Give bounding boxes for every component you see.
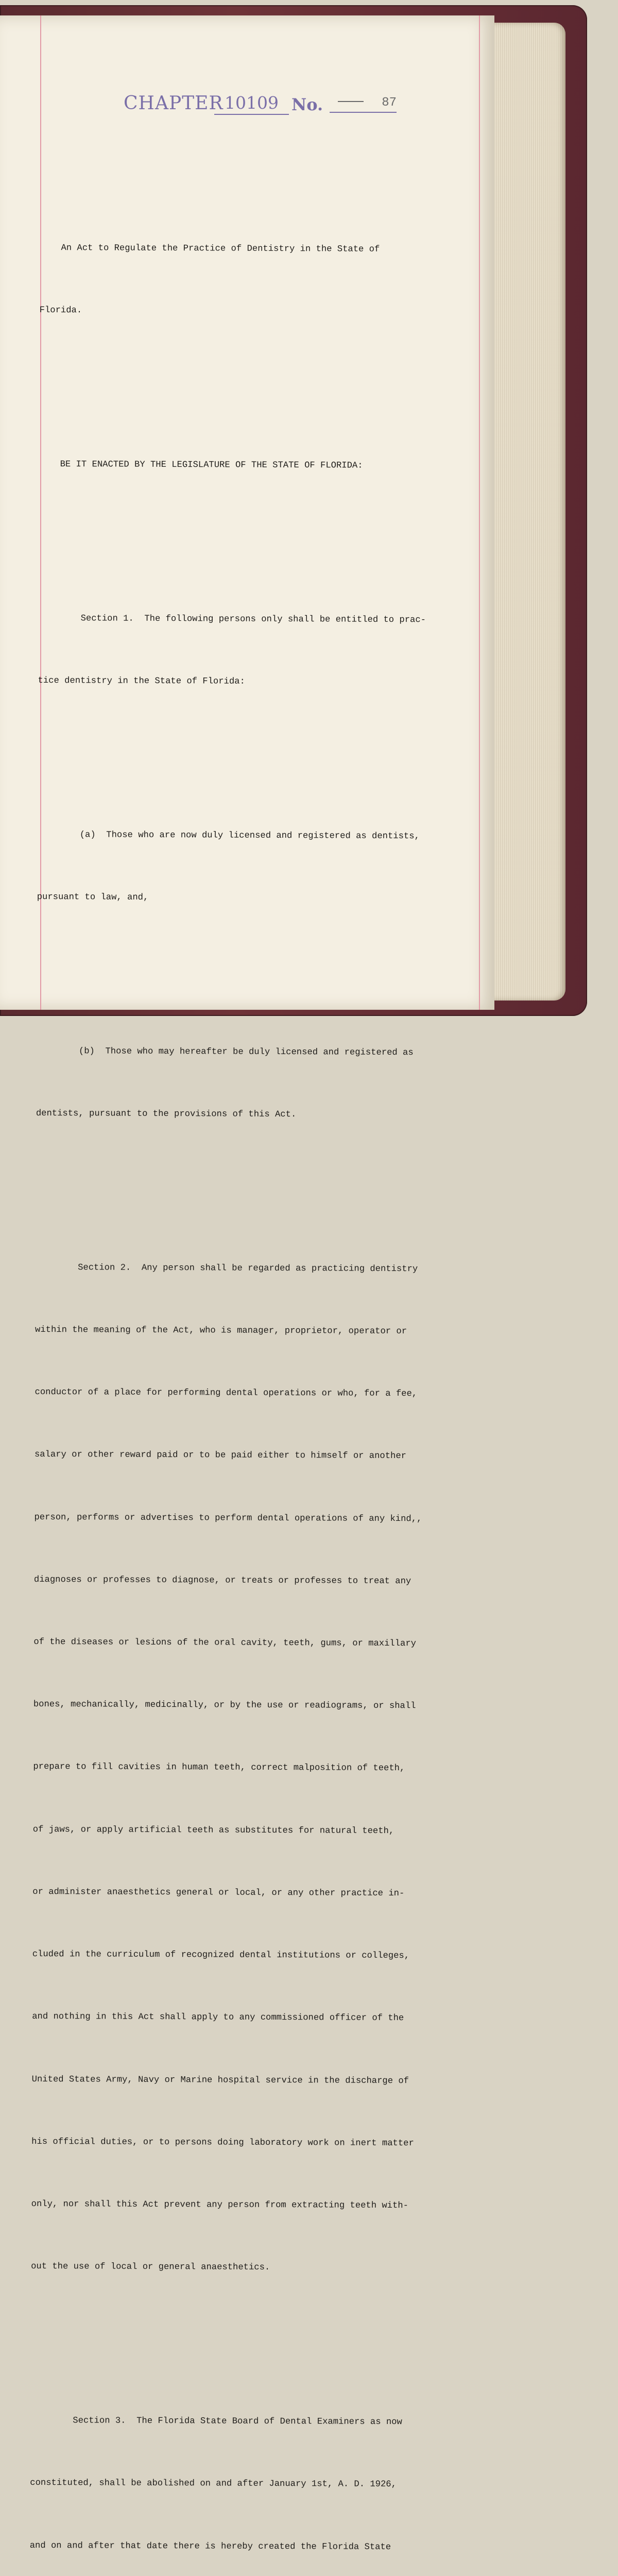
document-page [0,15,494,2552]
text-line: BE IT ENACTED BY THE LEGISLATURE OF THE STATE OF FLORIDA: [39,459,363,471]
text-line: and nothing in this Act shall apply to any commissioned officer of the [32,2012,404,2024]
text-line: (a) Those who are now duly licensed and registered as dentists, [37,829,420,841]
text-line: prepare to fill cavities in human teeth, correct malposition of teeth, [33,1762,405,1774]
chapter-stamp [124,77,397,124]
text-line: dentists, pursuant to the provisions of this Act. [36,1108,297,1120]
text-line: out the use of local or general anaesthetics. [31,2262,270,2273]
section-2 [31,1216,473,2321]
text-line: person, performs or advertises to perform dental operations of any kind,, [34,1512,422,1524]
text-line: pursuant to law, and, [37,892,149,903]
act-title-paragraph [39,196,477,365]
text-line: his official duties, or to persons doing laboratory work on inert matter [31,2137,414,2148]
text-line: Section 2. Any person shall be regarded as practicing dentistry [35,1262,418,1274]
text-line: Section 3. The Florida State Board of Dental Examiners as now [30,2416,402,2428]
section-3 [28,2369,469,2576]
section-1-a [37,783,475,952]
text-line: and on and after that date there is hereby created the Florida State [29,2540,391,2552]
text-line: or administer anaesthetics general or local, or any other practice in- [32,1887,405,1899]
section-1-b [36,999,474,1168]
act-text [28,155,478,2576]
text-line: within the meaning of the Act, who is manager, proprietor, operator or [35,1325,407,1337]
text-line: An Act to Regulate the Practice of Dentistry in the State of [40,243,380,255]
enacting-clause [39,413,477,519]
text-line: diagnoses or professes to diagnose, or treats or professes to treat any [33,1574,411,1586]
section-1 [38,567,476,735]
text-line: of jaws, or apply artificial teeth as substitutes for natural teeth, [32,1824,394,1836]
chapter-label: CHAPTER [124,93,224,114]
text-line: tice dentistry in the State of Florida: [38,675,245,687]
text-line: salary or other reward paid or to be paid either to himself or another [34,1450,407,1462]
chapter-number: 10109 [214,93,289,115]
text-line: (b) Those who may hereafter be duly licensed and registered as [36,1046,414,1058]
number-label: No. [291,95,323,114]
right-margin-rule [479,15,480,1010]
text-line: of the diseases or lesions of the oral cavity, teeth, gums, or maxillary [33,1637,417,1649]
text-line: only, nor shall this Act prevent any person from extracting teeth with- [31,2199,408,2211]
text-line: bones, mechanically, medicinally, or by the use or readiograms, or shall [33,1700,416,1711]
page-number: 87 [330,96,397,113]
text-line: Florida. [39,305,82,316]
text-line: Section 1. The following persons only shall be entitled to prac- [38,613,426,625]
text-line: cluded in the curriculum of recognized dental institutions or colleges, [32,1950,410,1961]
text-line: constituted, shall be abolished on and after January 1st, A. D. 1926, [30,2478,397,2490]
text-line: United States Army, Navy or Marine hospital service in the discharge of [31,2074,409,2086]
text-line: conductor of a place for performing dental operations or who, for a fee, [35,1387,418,1399]
